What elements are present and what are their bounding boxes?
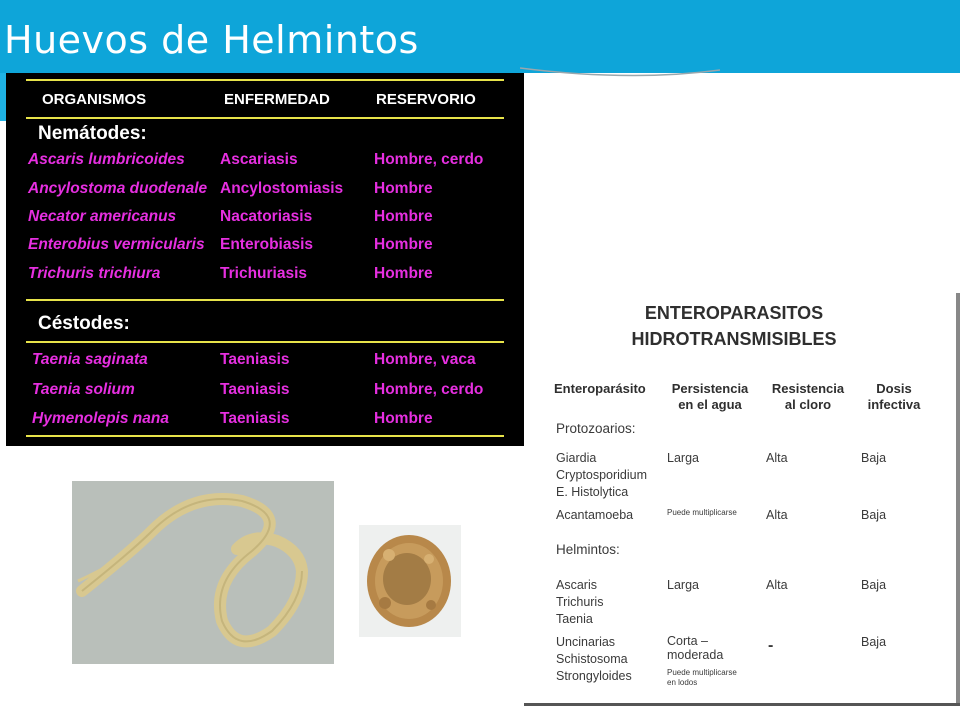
organism: Necator americanus — [28, 208, 177, 225]
disease: Ascariasis — [220, 151, 298, 168]
table-bottom-rule — [524, 703, 960, 706]
enteroparasitos-table — [524, 293, 960, 720]
table-rule — [26, 341, 504, 343]
reservoir: Hombre — [374, 236, 433, 253]
reservoir: Hombre — [374, 265, 433, 282]
persistence: Corta – moderada — [667, 634, 724, 662]
section-nematodes: Nemátodes: — [38, 123, 147, 144]
infective-dose: Baja — [861, 635, 887, 649]
section-cestodes: Céstodes: — [38, 313, 130, 334]
col-header-dosis: Dosis infectiva — [867, 381, 921, 412]
disease: Taeniasis — [220, 410, 290, 427]
col-header-resistencia: Resistencia al cloro — [771, 381, 845, 412]
table-rule — [26, 435, 504, 437]
infective-dose: Baja — [861, 578, 887, 592]
header-organismos: ORGANISMOS — [42, 91, 147, 108]
table-border — [956, 293, 960, 703]
slide-title: Huevos de Helmintos — [4, 18, 419, 62]
disease: Enterobiasis — [220, 236, 314, 253]
reservoir: Hombre — [374, 208, 433, 225]
organism: Taenia solium — [32, 381, 135, 398]
table-rule — [26, 117, 504, 119]
table-title-line2: HIDROTRANSMISIBLES — [631, 329, 837, 349]
organism: Taenia saginata — [32, 351, 148, 368]
parasite-name: Uncinarias Schistosoma Strongyloides — [556, 635, 632, 683]
organism: Enterobius vermicularis — [28, 236, 205, 253]
infective-dose: Baja — [861, 451, 887, 465]
reservoir: Hombre, cerdo — [374, 151, 484, 168]
reservoir: Hombre — [374, 410, 433, 427]
persistence-note: Puede multiplicarse — [667, 508, 737, 517]
parasite-name: Ascaris Trichuris Taenia — [556, 578, 604, 626]
helminth-table — [6, 73, 524, 446]
section-protozoarios: Protozoarios: — [556, 421, 636, 436]
organism: Hymenolepis nana — [32, 410, 169, 427]
parasite-name: Giardia Cryptosporidium E. Histolytica — [556, 451, 648, 499]
disease: Taeniasis — [220, 381, 290, 398]
col-header-persistencia: Persistencia en el agua — [671, 381, 749, 412]
reservoir: Hombre — [374, 180, 433, 197]
organism: Ascaris lumbricoides — [28, 151, 185, 168]
section-helmintos: Helmintos: — [556, 542, 620, 557]
reservoir: Hombre, vaca — [374, 351, 476, 368]
reservoir: Hombre, cerdo — [374, 381, 484, 398]
helminth-egg-image — [359, 525, 461, 637]
persistence-note: Puede multiplicarse en lodos — [667, 668, 737, 687]
table-rule — [26, 299, 504, 301]
chlorine-resistance: Alta — [766, 451, 788, 465]
roundworm-image — [72, 481, 334, 664]
chlorine-resistance: Alta — [766, 508, 788, 522]
disease: Taeniasis — [220, 351, 290, 368]
decorative-swoosh — [520, 60, 760, 84]
persistence: Larga — [667, 578, 699, 592]
infective-dose: Baja — [861, 508, 887, 522]
header-reservorio: RESERVORIO — [376, 91, 476, 108]
table-rule — [26, 79, 504, 81]
chlorine-resistance: Alta — [766, 578, 788, 592]
title-bar — [0, 0, 960, 73]
disease: Ancylostomiasis — [220, 180, 344, 197]
disease: Nacatoriasis — [220, 208, 313, 225]
parasite-name: Acantamoeba — [556, 508, 634, 522]
table-title-line1: ENTEROPARASITOS — [644, 303, 824, 323]
disease: Trichuriasis — [220, 265, 308, 282]
organism: Ancylostoma duodenale — [28, 180, 208, 197]
header-enfermedad: ENFERMEDAD — [224, 91, 330, 108]
persistence: Larga — [667, 451, 699, 465]
chlorine-resistance: - — [768, 637, 774, 654]
col-header-enteroparasito: Enteroparásito — [554, 381, 646, 396]
organism: Trichuris trichiura — [28, 265, 161, 282]
